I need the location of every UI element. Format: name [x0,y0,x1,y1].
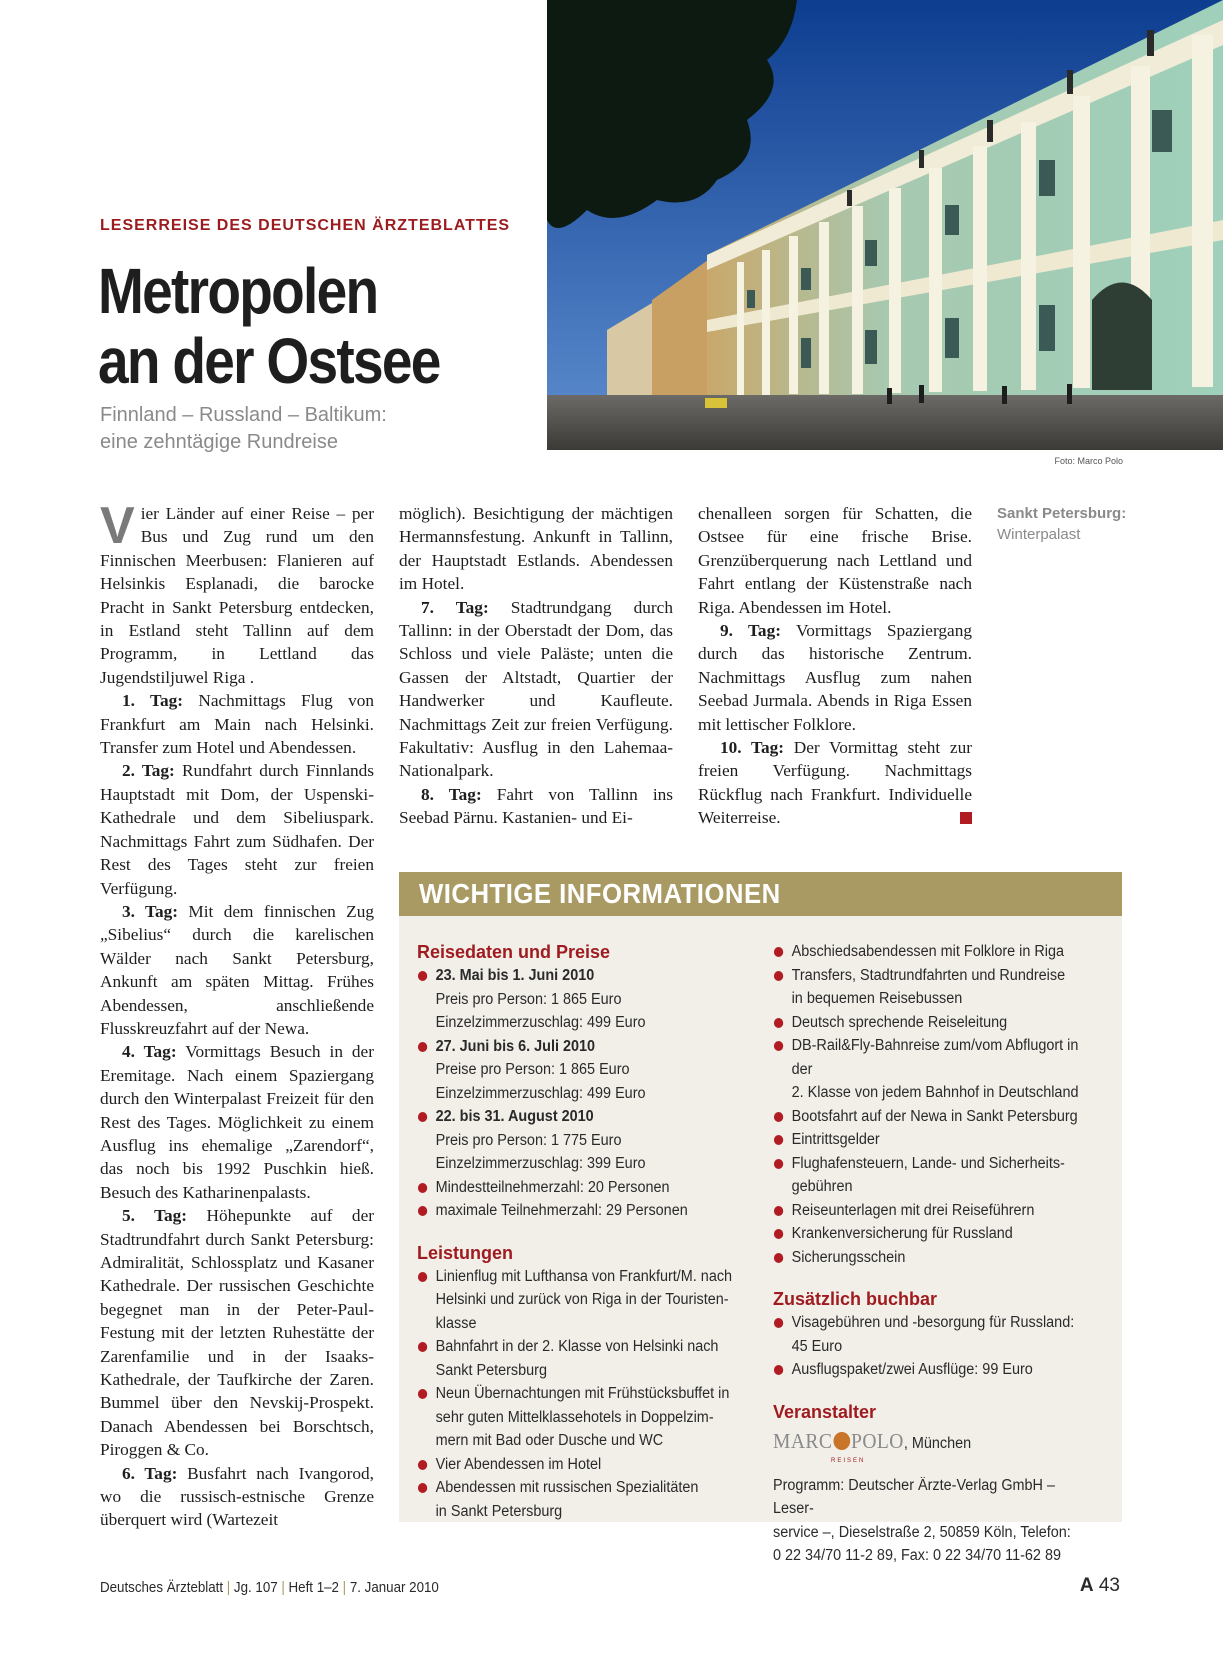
section-heading-extras: Zusätzlich buchbar [773,1289,938,1309]
article-column-2 [399,502,673,830]
info-column-1 [417,940,757,1523]
day-paragraph: 3. Tag: Mit dem finnischen Zug „Sibelius“ durch die karelischen Wälder nach Sankt Petersburg, Ankunft am späten Mittag. Frühes Abendessen, anschließende Flusskreuzfahrt auf der Newa. [100,901,375,1038]
list-item: Bootsfahrt auf der Newa in Sankt Petersburg [773,1105,1089,1129]
list-item: Visagebühren und -besorgung für Russland: 45 Euro [773,1311,1089,1358]
volume: Jg. 107 [233,1580,278,1596]
kicker: LESERREISE DES DEUTSCHEN ÄRZTEBLATTES [100,217,511,234]
photo-credit: Foto: Marco Polo [1054,456,1123,466]
separator: | [281,1580,285,1596]
list-item: Eintrittsgelder [773,1128,1089,1152]
title-line-1: Metropolen [98,255,378,327]
info-box-title: WICHTIGE INFORMATIONEN [419,878,781,909]
day-paragraph: 9. Tag: Vormittags Spaziergang durch das historische Zentrum. Nachmittags Ausflug zum nahen Seebad Jurmala. Abends in Riga Essen mit lettischer Folklore. [698,621,972,734]
list-item: Abschiedsabendessen mit Folklore in Riga [773,940,1089,964]
marco-polo-logo: MARC POLO [773,1428,904,1453]
date: 7. Januar 2010 [349,1580,439,1596]
caption-place: Sankt Petersburg: [997,505,1127,522]
issue: Heft 1–2 [288,1580,339,1596]
info-column-2 [773,940,1113,1568]
list-item: Bahnfahrt in der 2. Klasse von Helsinki nach Sankt Petersburg [417,1335,733,1382]
section-heading-organizer: Veranstalter [773,1401,877,1422]
subtitle [100,402,430,456]
drop-cap: V [100,497,135,555]
list-item: Neun Übernachtungen mit Frühstücksbuffet in sehr guten Mittelklassehotels in Doppelzim- mern mit Bad oder Dusche und WC [417,1382,733,1453]
footer [100,1580,439,1596]
section-heading-dates: Reisedaten und Preise [417,942,611,962]
list-item: Reiseunterlagen mit drei Reiseführern [773,1199,1089,1223]
separator: | [342,1580,347,1596]
day-paragraph: 1. Tag: Nachmittags Flug von Frankfurt am Main nach Helsinki. Transfer zum Hotel und Abendessen. [100,691,374,758]
day-paragraph: 5. Tag: Höhepunkte auf der Stadtrundfahrt durch Sankt Petersburg: Admiralität, Schlossplatz und Kasaner Kathedrale. Der russischen Geschichte begegnet man in der Peter-Paul-Festung mit der letzten Ruhestätte der Zarenfamilie und in der Isaaks-Kathedrale, der Taufkirche der Zaren. Bummel über den Nevskij-Prospekt. Danach Abendessen bei Borschtsch, Piroggen & Co. [100,1206,374,1460]
list-item: Abendessen mit russischen Spezialitäten in Sankt Petersburg [417,1476,733,1523]
separator: | [226,1580,231,1596]
compass-icon [833,1432,850,1450]
day-paragraph: 8. Tag: Fahrt von Tallinn ins Seebad Pärnu. Kastanien- und Ei- [399,784,673,828]
info-box-header [399,872,1122,916]
day-paragraph: 7. Tag: Stadtrundgang durch Tallinn: in der Oberstadt der Dom, das Schloss und viele Paläste; unten die Gassen der Altstadt, Quartier der Handwerker und Kaufleute. Nachmittags Zeit zur freien Verfügung. Fakultativ: Ausflug in den Lahemaa-Nationalpark. [399,597,673,781]
day-paragraph-continued: chenalleen sorgen für Schatten, die Ostsee für eine frische Brise. Grenzüberquerung nach Lettland und Fahrt entlang der Küstenstraße nach Riga. Abendessen im Hotel. [698,504,972,617]
list-item: Vier Abendessen im Hotel [417,1453,733,1477]
title-line-2: an der Ostsee [98,325,440,397]
list-item: Deutsch sprechende Reiseleitung [773,1011,1089,1035]
services-list [417,1265,757,1524]
intro-paragraph: Vier Länder auf einer Reise – per Bus und Zug rund um den Finnischen Meerbusen: Flanieren auf Helsinkis Esplanadi, die barocke Pracht in Sankt Petersburg entdecken, in Estland steht Tallinn auf dem Programm, in Lettland das Jugendstiljuwel Riga . [100,497,374,687]
end-mark [960,812,972,824]
list-item: Sicherungsschein [773,1246,1089,1270]
subtitle-line-1: Finnland – Russland – Baltikum: [100,404,387,426]
logo-subtitle: REISEN [831,1458,866,1464]
page-title [98,256,459,396]
list-item: Linienflug mit Lufthansa von Frankfurt/M. nach Helsinki und zurück von Riga in der Touristen- klasse [417,1265,733,1336]
article-column-1 [100,497,375,1532]
winter-palace-photo [547,0,1223,450]
list-item: maximale Teilnehmerzahl: 29 Personen [417,1199,733,1223]
list-item: DB-Rail&Fly-Bahnreise zum/vom Abflugort in der 2. Klasse von jedem Bahnhof in Deutschland [773,1034,1089,1105]
day-paragraph: 4. Tag: Vormittags Besuch in der Eremitage. Nach einem Spaziergang durch den Winterpalast Freizeit für den Rest des Tages. Möglichkeit zu einem Ausflug ins ehemalige „Zarendorf“, das noch bis 1992 Puschkin hieß. Besuch des Katharinenpalasts. [100,1042,374,1202]
list-item: 23. Mai bis 1. Juni 2010 Preis pro Person: 1 865 Euro Einzelzimmerzuschlag: 499 Euro [417,964,733,1035]
photo-caption [997,503,1137,545]
services-list-continued [773,940,1113,1269]
list-item: Transfers, Stadtrundfahrten und Rundreise in bequemen Reisebussen [773,964,1089,1011]
subtitle-line-2: eine zehntägige Rundreise [100,431,338,453]
extras-list [773,1311,1113,1382]
journal-name: Deutsches Ärzteblatt [100,1580,224,1596]
day-paragraph: 10. Tag: Der Vormittag steht zur freien Verfügung. Nachmittags Rückflug nach Frankfurt. Individuelle Weiterreise. [698,738,972,828]
organizer-line [773,1430,1089,1456]
list-item: Flughafensteuern, Lande- und Sicherheits- gebühren [773,1152,1089,1199]
list-item: 27. Juni bis 6. Juli 2010 Preise pro Person: 1 865 Euro Einzelzimmerzuschlag: 499 Euro [417,1035,733,1106]
program-info: Programm: Deutscher Ärzte-Verlag GmbH – Leser- service –, Dieselstraße 2, 50859 Köln, Telefon: 0 22 34/70 11-2 89, Fax: 0 22 34/70 11-62 89 [773,1476,1071,1564]
caption-subject: Winterpalast [997,526,1081,543]
list-item: Krankenversicherung für Russland [773,1222,1089,1246]
article-column-3 [698,502,972,830]
day-paragraph: 2. Tag: Rundfahrt durch Finnlands Hauptstadt mit Dom, der Uspenski-Kathedrale und dem Sibeliuspark. Nachmittags Fahrt zum Südhafen. Der Rest des Tages steht zur freien Verfügung. [100,761,374,898]
list-item: Mindestteilnehmerzahl: 20 Personen [417,1176,733,1200]
organizer-city: , München [903,1434,972,1452]
day-paragraph-continued: möglich). Besichtigung der mächtigen Hermannsfestung. Ankunft in Tallinn, der Hauptstadt Estlands. Abendessen im Hotel. [399,504,673,594]
list-item: 22. bis 31. August 2010 Preis pro Person: 1 775 Euro Einzelzimmerzuschlag: 399 Euro [417,1105,733,1176]
dates-list [417,964,757,1223]
day-paragraph: 6. Tag: Busfahrt nach Ivangorod, wo die russisch-estnische Grenze überquert wird (Wartezeit [100,1463,374,1530]
page-number: A 43 [1079,1575,1120,1596]
section-heading-services: Leistungen [417,1242,514,1263]
list-item: Ausflugspaket/zwei Ausflüge: 99 Euro [773,1358,1089,1382]
